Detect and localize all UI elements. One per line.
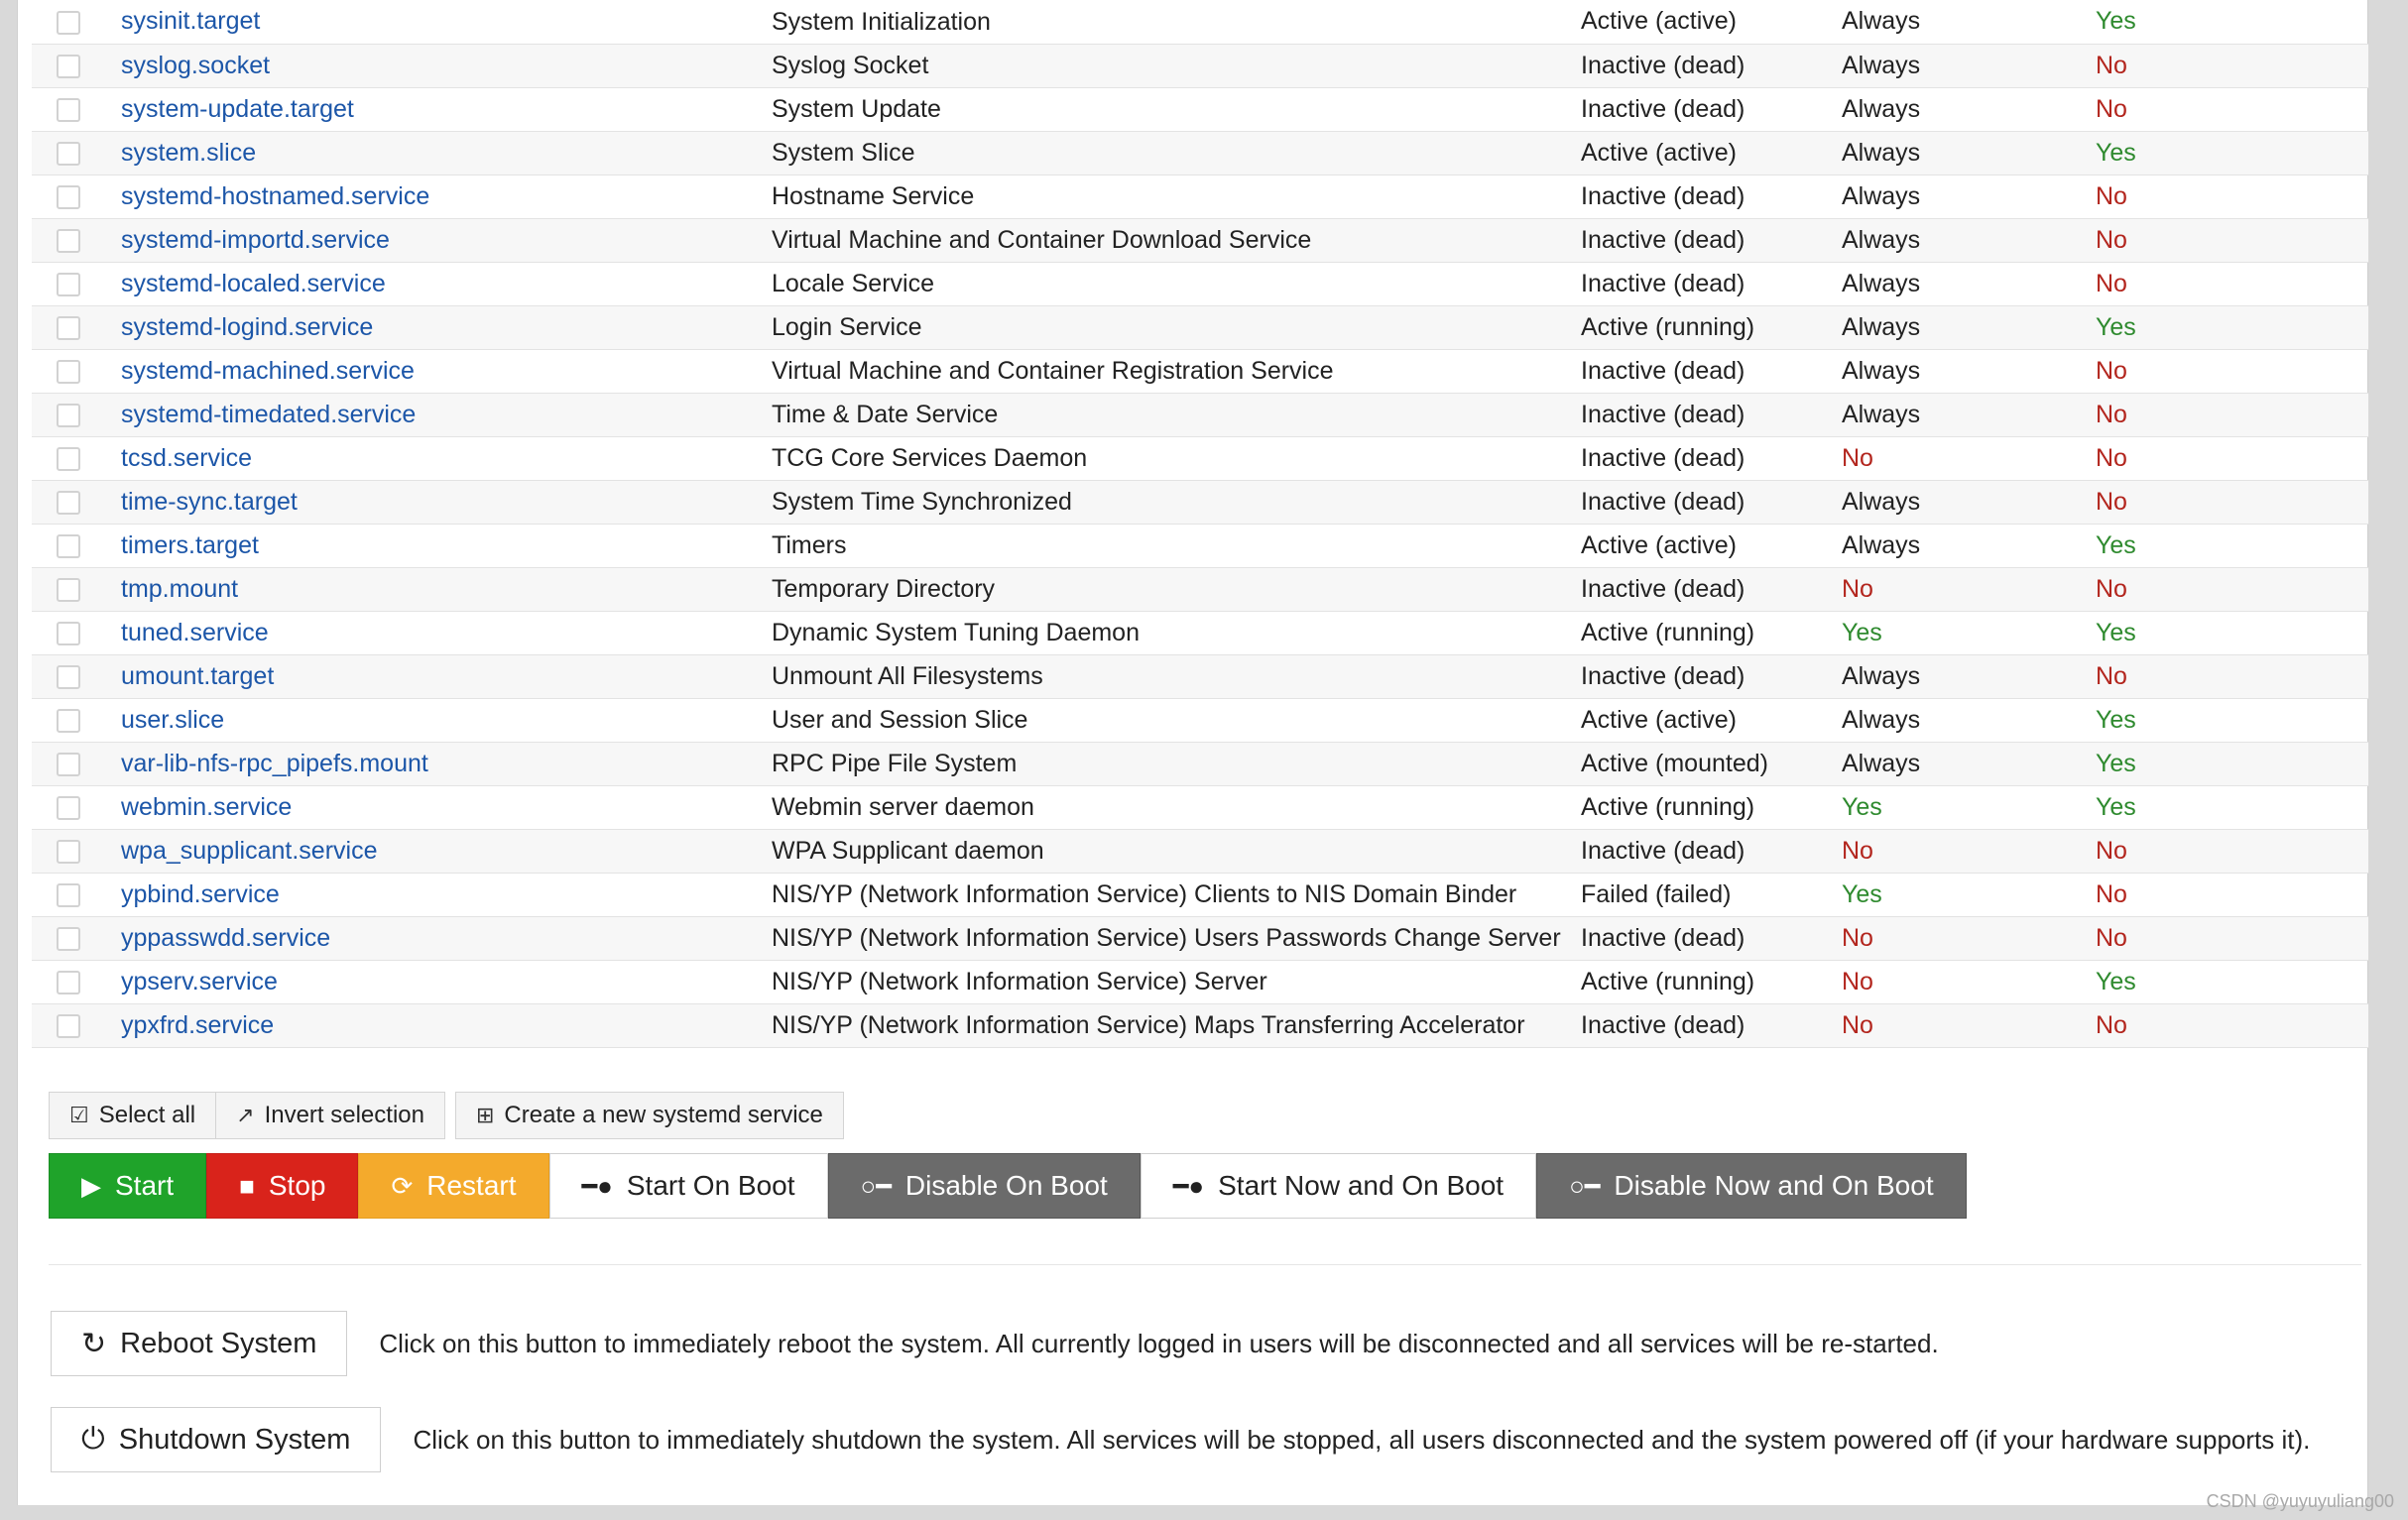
table-row [32,873,2368,916]
unit-running: Yes [2096,312,2136,341]
row-select-cell [32,175,121,218]
table-row [32,436,2368,480]
unit-name-link[interactable]: webmin.service [121,792,293,821]
unit-name-link[interactable]: wpa_supplicant.service [121,836,378,865]
unit-name-cell [121,262,772,305]
unit-running: No [2096,356,2127,385]
unit-start-at-boot: Always [1842,138,1921,167]
row-select-cell [32,480,121,524]
units-table [32,0,2368,1048]
unit-start-at-boot: Yes [1842,792,1882,821]
row-checkbox[interactable] [57,55,80,78]
plus-square-icon: ⊞ [475,1103,495,1127]
unit-status: Inactive (dead) [1581,574,1746,603]
stop-label: Stop [268,1170,326,1201]
create-service-button[interactable] [455,1092,844,1139]
unit-running: No [2096,1010,2127,1039]
reboot-system-button[interactable] [51,1311,347,1376]
unit-name-cell [121,829,772,873]
table-row [32,175,2368,218]
unit-description: Temporary Directory [772,575,996,603]
unit-description: Unmount All Filesystems [772,662,1043,690]
row-checkbox[interactable] [57,98,80,122]
row-select-cell [32,524,121,567]
table-row [32,785,2368,829]
unit-name-link[interactable]: syslog.socket [121,51,271,79]
unit-running: Yes [2096,967,2136,995]
row-select-cell [32,0,121,44]
unit-start-at-boot: Yes [1842,618,1882,646]
unit-name-cell [121,742,772,785]
unit-start-at-boot: Yes [1842,879,1882,908]
unit-running: No [2096,923,2127,952]
unit-name-cell [121,305,772,349]
unit-name-cell [121,44,772,87]
unit-running: Yes [2096,618,2136,646]
row-select-cell [32,654,121,698]
unit-start-at-boot: Always [1842,400,1921,428]
table-row [32,44,2368,87]
disable-on-boot-button[interactable] [828,1153,1141,1219]
row-checkbox[interactable] [57,491,80,515]
unit-description: Timers [772,531,847,559]
table-row [32,393,2368,436]
section-divider [49,1264,2361,1265]
unit-start-at-boot: Always [1842,312,1921,341]
unit-running: No [2096,574,2127,603]
unit-status: Inactive (dead) [1581,400,1746,428]
unit-start-at-boot: Always [1842,7,1921,36]
unit-name-link[interactable]: yppasswdd.service [121,923,331,952]
toggle-off-icon: ○━ [860,1170,892,1201]
row-select-cell [32,742,121,785]
row-checkbox[interactable] [57,404,80,427]
unit-description: Dynamic System Tuning Daemon [772,619,1140,646]
unit-description: Webmin server daemon [772,793,1034,821]
row-select-cell [32,436,121,480]
unit-status: Inactive (dead) [1581,51,1746,79]
unit-status: Inactive (dead) [1581,443,1746,472]
row-select-cell [32,1003,121,1047]
unit-running: Yes [2096,705,2136,734]
watermark: CSDN @yuyuyuliang00 [2206,1491,2394,1511]
unit-start-at-boot: Always [1842,530,1921,559]
unit-running: Yes [2096,749,2136,777]
unit-start-at-boot: No [1842,923,1873,952]
stop-icon: ■ [239,1170,255,1201]
unit-start-at-boot: Always [1842,661,1921,690]
unit-status: Failed (failed) [1581,879,1732,908]
start-now-and-on-boot-button[interactable] [1141,1153,1536,1219]
row-select-cell [32,349,121,393]
unit-status: Inactive (dead) [1581,356,1746,385]
unit-name-cell [121,567,772,611]
unit-status: Active (mounted) [1581,749,1768,777]
unit-status: Active (active) [1581,530,1737,559]
unit-status: Inactive (dead) [1581,1010,1746,1039]
table-row [32,916,2368,960]
unit-name-link[interactable]: umount.target [121,661,275,690]
unit-status: Inactive (dead) [1581,225,1746,254]
row-checkbox[interactable] [57,971,80,994]
toggle-on-icon: ━● [581,1170,613,1201]
unit-start-at-boot: Always [1842,705,1921,734]
unit-name-link[interactable]: systemd-hostnamed.service [121,181,430,210]
table-row [32,349,2368,393]
table-row [32,0,2368,44]
share-icon: ↗ [236,1103,255,1127]
toggle-off-icon: ○━ [1569,1170,1601,1201]
unit-name-link[interactable]: systemd-importd.service [121,225,390,254]
unit-name-cell [121,0,772,44]
row-select-cell [32,698,121,742]
unit-start-at-boot: No [1842,574,1873,603]
unit-status: Inactive (dead) [1581,487,1746,516]
unit-name-link[interactable]: systemd-machined.service [121,356,415,385]
service-actions [49,1153,1967,1219]
start-now-and-on-boot-label: Start Now and On Boot [1218,1170,1505,1201]
unit-running: No [2096,836,2127,865]
unit-start-at-boot: No [1842,836,1873,865]
row-checkbox[interactable] [57,11,80,35]
unit-start-at-boot: Always [1842,356,1921,385]
unit-status: Inactive (dead) [1581,94,1746,123]
select-all-label: Select all [98,1102,196,1128]
row-select-cell [32,218,121,262]
select-all-button[interactable] [49,1092,215,1139]
unit-description: Virtual Machine and Container Download Service [772,226,1312,254]
restart-button[interactable] [358,1153,548,1219]
shutdown-label: Shutdown System [118,1423,351,1456]
unit-name-cell [121,785,772,829]
shutdown-system-button[interactable] [51,1407,381,1472]
table-row [32,480,2368,524]
table-row [32,654,2368,698]
row-checkbox[interactable] [57,316,80,340]
unit-description: NIS/YP (Network Information Service) Clients to NIS Domain Binder [772,880,1517,908]
unit-name-cell [121,916,772,960]
unit-start-at-boot: Always [1842,269,1921,297]
unit-running: No [2096,225,2127,254]
unit-name-cell [121,131,772,175]
row-checkbox[interactable] [57,665,80,689]
unit-name-cell [121,218,772,262]
row-checkbox[interactable] [57,927,80,951]
unit-status: Active (active) [1581,138,1737,167]
unit-name-link[interactable]: systemd-timedated.service [121,400,417,428]
unit-name-link[interactable]: time-sync.target [121,487,298,516]
unit-name-link[interactable]: system-update.target [121,94,354,123]
unit-status: Inactive (dead) [1581,836,1746,865]
power-icon: ⏻ [81,1423,105,1456]
table-row [32,524,2368,567]
unit-status: Active (running) [1581,967,1755,995]
row-checkbox[interactable] [57,753,80,776]
unit-start-at-boot: Always [1842,94,1921,123]
unit-description: WPA Supplicant daemon [772,837,1044,865]
unit-running: No [2096,51,2127,79]
unit-name-cell [121,393,772,436]
unit-running: Yes [2096,530,2136,559]
unit-name-link[interactable]: systemd-localed.service [121,269,386,297]
table-row [32,567,2368,611]
unit-description: Virtual Machine and Container Registration Service [772,357,1334,385]
unit-name-link[interactable]: ypbind.service [121,879,280,908]
unit-start-at-boot: No [1842,1010,1873,1039]
row-checkbox[interactable] [57,142,80,166]
unit-running: Yes [2096,138,2136,167]
row-select-cell [32,567,121,611]
check-square-icon: ☑ [69,1103,89,1127]
unit-running: No [2096,661,2127,690]
unit-description: Locale Service [772,270,934,297]
row-select-cell [32,960,121,1003]
unit-name-cell [121,349,772,393]
play-icon: ▶ [81,1170,101,1201]
row-select-cell [32,262,121,305]
unit-running: Yes [2096,7,2136,36]
table-row [32,131,2368,175]
unit-description: NIS/YP (Network Information Service) Server [772,968,1267,995]
unit-name-cell [121,654,772,698]
row-checkbox[interactable] [57,273,80,296]
unit-description: System Initialization [772,7,991,36]
row-checkbox[interactable] [57,447,80,471]
row-checkbox[interactable] [57,622,80,645]
unit-description: RPC Pipe File System [772,750,1018,777]
table-row [32,960,2368,1003]
unit-running: No [2096,487,2127,516]
unit-status: Active (active) [1581,705,1737,734]
table-row [32,1003,2368,1047]
selection-toolbar [49,1092,854,1139]
toggle-on-icon: ━● [1172,1170,1205,1201]
unit-name-link[interactable]: var-lib-nfs-rpc_pipefs.mount [121,749,428,777]
row-select-cell [32,44,121,87]
row-select-cell [32,785,121,829]
reboot-description: Click on this button to immediately reboot the system. All currently logged in users will be disconnected and all services will be re-started. [379,1328,1939,1358]
unit-status: Inactive (dead) [1581,181,1746,210]
invert-selection-button[interactable] [215,1092,445,1139]
unit-start-at-boot: Always [1842,51,1921,79]
unit-running: No [2096,879,2127,908]
unit-name-cell [121,87,772,131]
row-select-cell [32,916,121,960]
start-on-boot-label: Start On Boot [626,1170,795,1201]
table-row [32,829,2368,873]
unit-name-link[interactable]: systemd-logind.service [121,312,374,341]
row-checkbox[interactable] [57,578,80,602]
unit-running: No [2096,400,2127,428]
unit-description: System Update [772,95,941,123]
unit-status: Active (active) [1581,7,1737,36]
start-button[interactable] [49,1153,206,1219]
table-row [32,218,2368,262]
unit-name-cell [121,698,772,742]
start-on-boot-button[interactable] [549,1153,828,1219]
restart-label: Restart [426,1170,517,1201]
start-label: Start [115,1170,175,1201]
unit-description: Syslog Socket [772,52,929,79]
unit-description: TCG Core Services Daemon [772,444,1088,472]
unit-description: Hostname Service [772,182,975,210]
unit-start-at-boot: Always [1842,749,1921,777]
unit-status: Active (running) [1581,312,1755,341]
table-row [32,87,2368,131]
unit-name-cell [121,1003,772,1047]
unit-name-cell [121,873,772,916]
disable-now-and-on-boot-button[interactable] [1536,1153,1967,1219]
reload-icon: ↻ [81,1327,107,1360]
table-row [32,262,2368,305]
unit-start-at-boot: Always [1842,487,1921,516]
refresh-icon: ⟳ [391,1170,414,1201]
row-select-cell [32,305,121,349]
unit-status: Inactive (dead) [1581,923,1746,952]
row-select-cell [32,873,121,916]
stop-button[interactable] [206,1153,358,1219]
unit-start-at-boot: Always [1842,225,1921,254]
unit-description: System Time Synchronized [772,488,1072,516]
row-select-cell [32,611,121,654]
shutdown-row [51,1407,2310,1472]
table-row [32,611,2368,654]
unit-description: User and Session Slice [772,706,1028,734]
reboot-row [51,1311,1939,1376]
disable-now-and-on-boot-label: Disable Now and On Boot [1614,1170,1934,1201]
unit-description: System Slice [772,139,915,167]
unit-description: Time & Date Service [772,401,999,428]
row-checkbox[interactable] [57,1014,80,1038]
disable-on-boot-label: Disable On Boot [904,1170,1108,1201]
row-checkbox[interactable] [57,709,80,733]
unit-name-link[interactable]: ypserv.service [121,967,278,995]
unit-running: No [2096,94,2127,123]
reboot-label: Reboot System [120,1327,317,1359]
unit-running: No [2096,443,2127,472]
table-row [32,305,2368,349]
unit-running: Yes [2096,792,2136,821]
unit-name-cell [121,480,772,524]
unit-name-link[interactable]: tmp.mount [121,574,239,603]
row-checkbox[interactable] [57,534,80,558]
unit-name-link[interactable]: sysinit.target [121,7,261,36]
unit-name-cell [121,960,772,1003]
unit-name-link[interactable]: system.slice [121,138,257,167]
unit-status: Active (running) [1581,618,1755,646]
unit-running: No [2096,181,2127,210]
unit-status: Active (running) [1581,792,1755,821]
unit-start-at-boot: No [1842,443,1873,472]
row-checkbox[interactable] [57,185,80,209]
unit-name-cell [121,524,772,567]
unit-name-cell [121,611,772,654]
unit-name-cell [121,175,772,218]
unit-name-cell [121,436,772,480]
unit-status: Inactive (dead) [1581,661,1746,690]
unit-name-link[interactable]: tcsd.service [121,443,252,472]
row-checkbox[interactable] [57,229,80,253]
unit-status: Inactive (dead) [1581,269,1746,297]
table-row [32,742,2368,785]
unit-name-link[interactable]: timers.target [121,530,259,559]
unit-name-link[interactable]: user.slice [121,705,225,734]
row-select-cell [32,393,121,436]
unit-description: NIS/YP (Network Information Service) Maps Transferring Accelerator [772,1011,1525,1039]
row-checkbox[interactable] [57,360,80,384]
unit-name-link[interactable]: ypxfrd.service [121,1010,275,1039]
create-service-label: Create a new systemd service [504,1102,823,1128]
row-checkbox[interactable] [57,840,80,864]
table-row [32,698,2368,742]
shutdown-description: Click on this button to immediately shutdown the system. All services will be stopped, all users disconnected and the system powered off (if your hardware supports it). [413,1424,2311,1455]
unit-name-link[interactable]: tuned.service [121,618,269,646]
unit-description: Login Service [772,313,922,341]
unit-start-at-boot: Always [1842,181,1921,210]
unit-running: No [2096,269,2127,297]
unit-description: NIS/YP (Network Information Service) Users Passwords Change Server [772,924,1561,952]
row-select-cell [32,829,121,873]
row-checkbox[interactable] [57,796,80,820]
row-select-cell [32,87,121,131]
invert-selection-label: Invert selection [264,1102,424,1128]
unit-start-at-boot: No [1842,967,1873,995]
row-select-cell [32,131,121,175]
row-checkbox[interactable] [57,883,80,907]
